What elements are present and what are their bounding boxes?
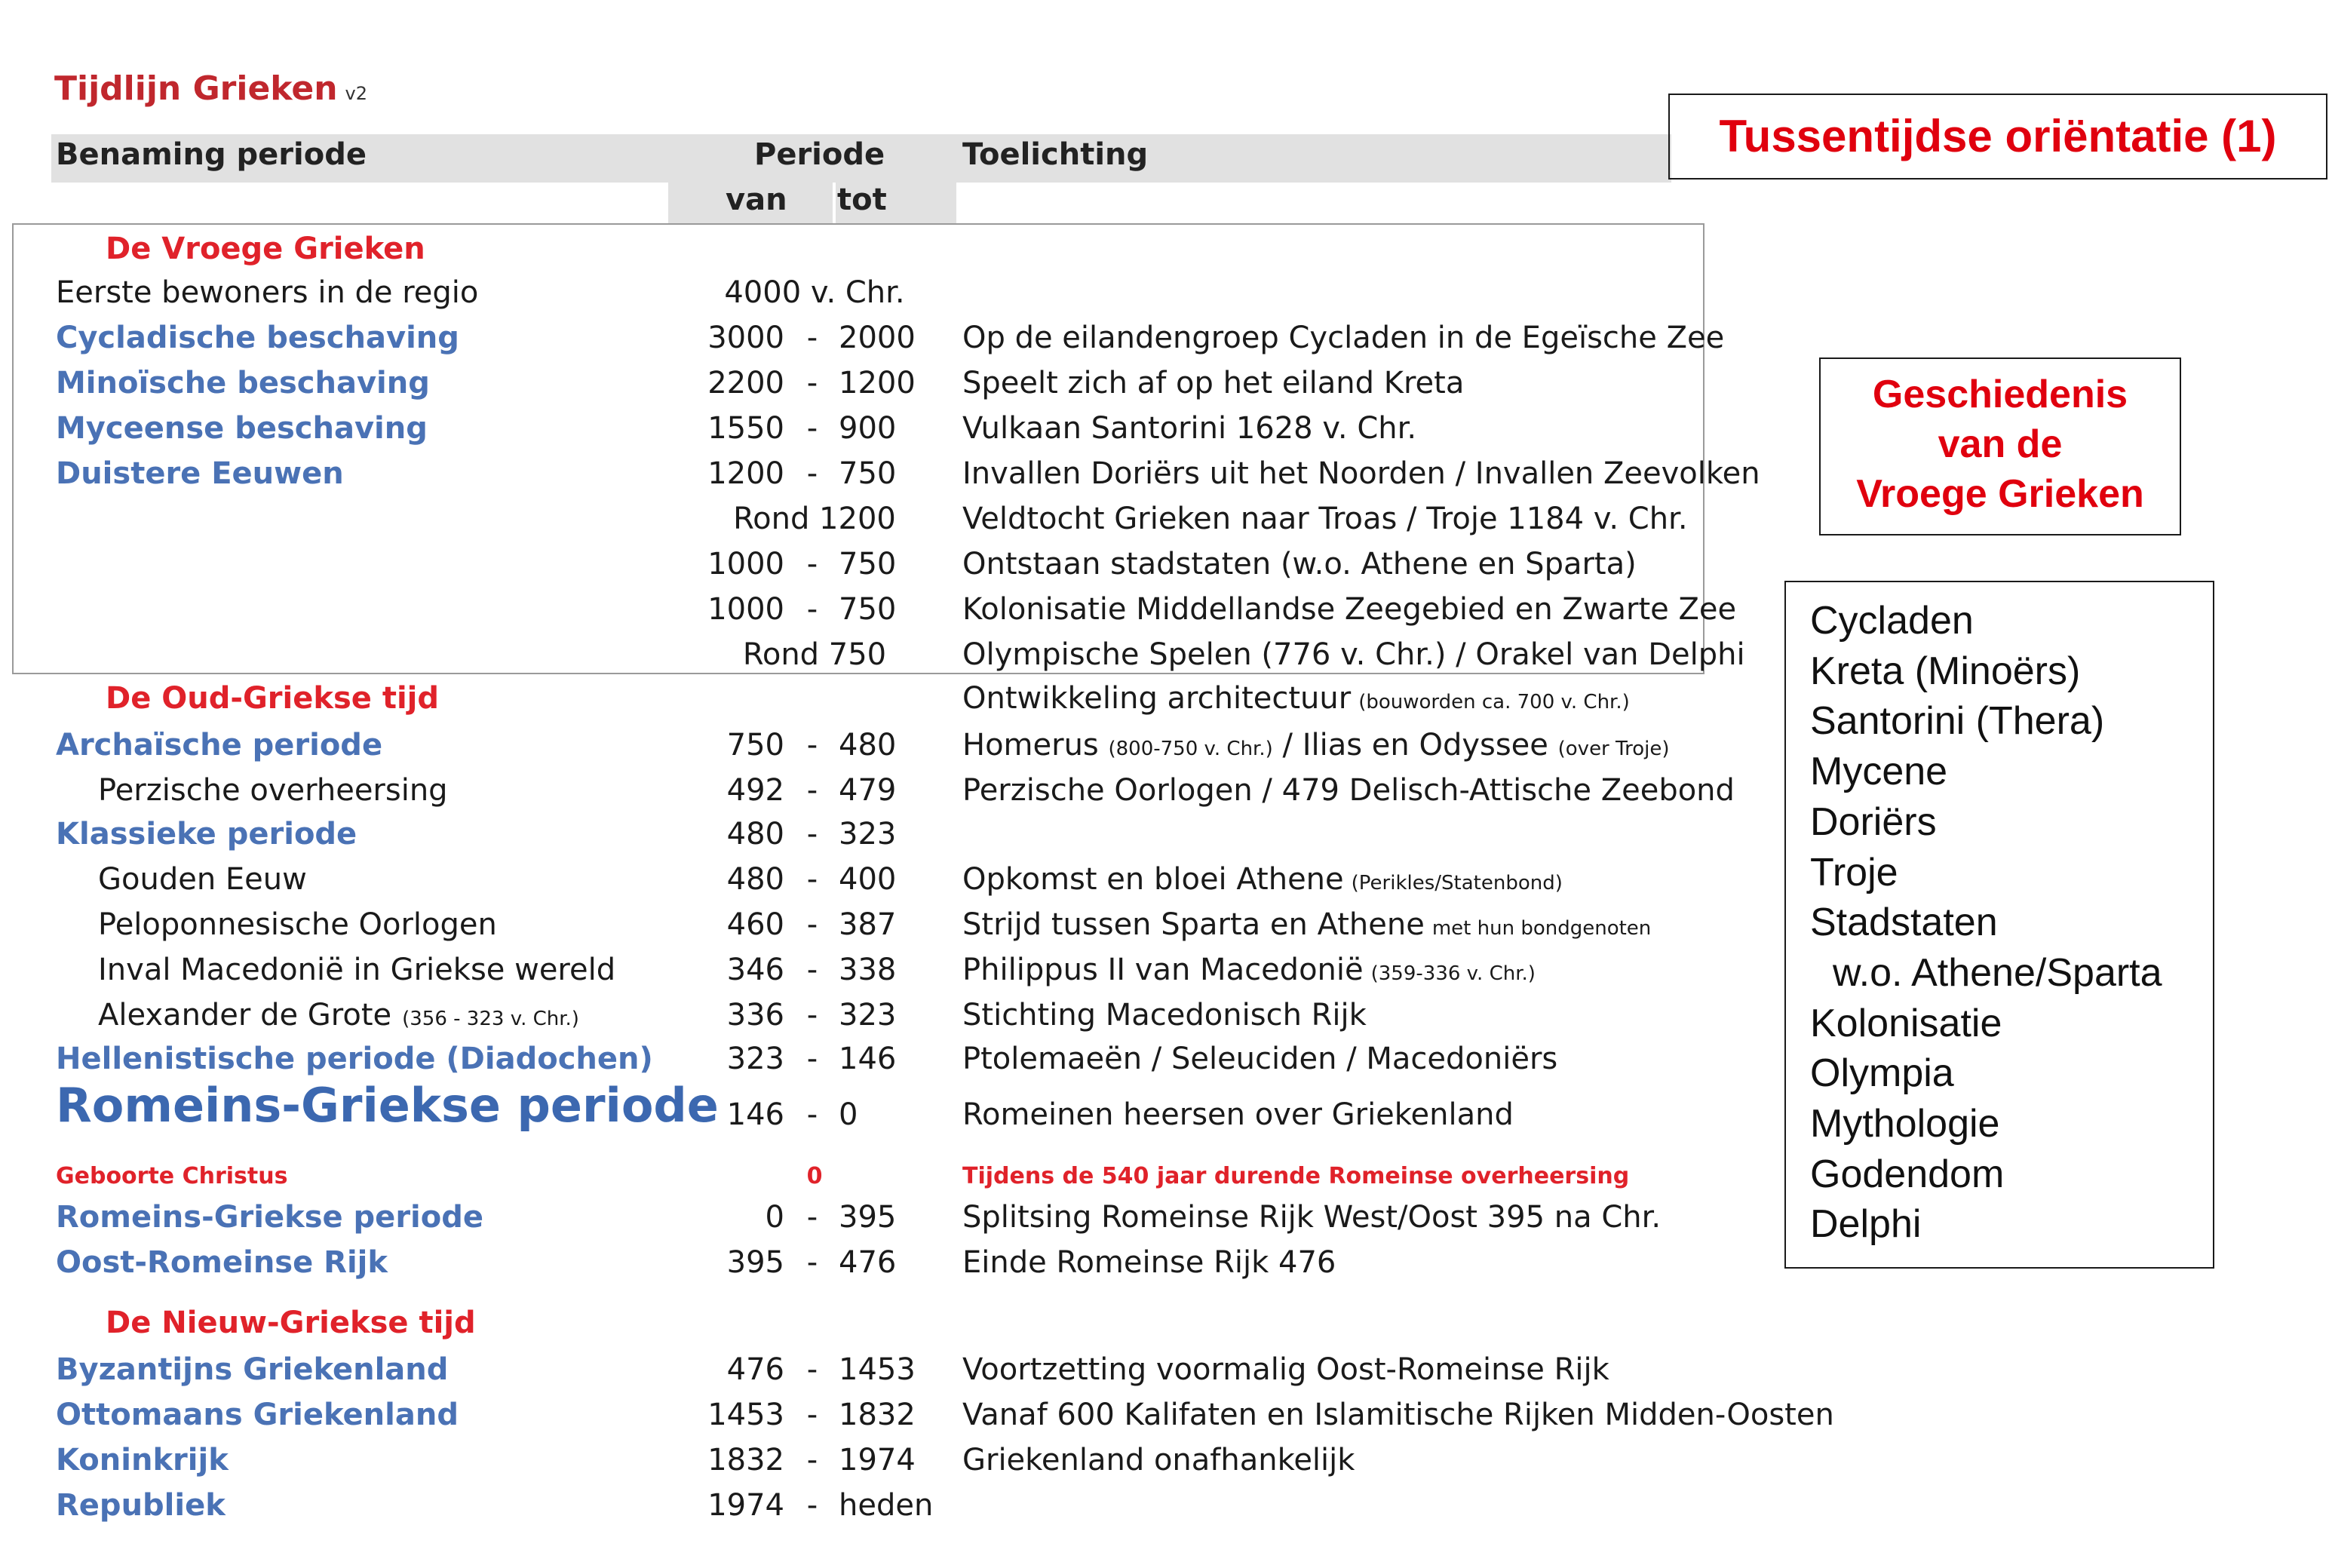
table-row (0, 993, 1870, 1038)
table-row (0, 723, 1870, 768)
section-heading (106, 226, 425, 272)
explanation-small-note: (359-336 v. Chr.) (1370, 962, 1536, 985)
period-explanation (962, 902, 1651, 951)
explanation-text: Ontstaan stadstaten (w.o. Athene en Sparta) (962, 547, 1637, 581)
year-from: 476 (726, 1352, 784, 1387)
year-from: 1974 (707, 1488, 784, 1523)
explanation-text: / Ilias en Odyssee (1272, 728, 1558, 763)
period-explanation (962, 1092, 1514, 1137)
keyword-item: Delphi (1810, 1202, 1922, 1247)
header-periode: Periode (754, 137, 885, 172)
header-tot: tot (837, 183, 887, 217)
table-row (0, 587, 1870, 632)
keyword-item: Cycladen (1810, 599, 1974, 643)
period-name-text: Oost-Romeinse Rijk (56, 1245, 388, 1280)
period-explanation (962, 542, 1637, 587)
year-from: 0 (765, 1200, 784, 1235)
explanation-text: Strijd tussen Sparta en Athene (962, 907, 1425, 942)
year-from: 480 (726, 862, 784, 897)
explanation-text: Veldtocht Grieken naar Troas / Troje 1184 v. Chr. (962, 502, 1688, 536)
period-name (56, 361, 430, 406)
year-separator: - (806, 547, 818, 581)
year-from: 1000 (707, 592, 784, 627)
year-to: 476 (839, 1245, 897, 1280)
year-from: 1550 (707, 411, 784, 446)
year-to: 1200 (839, 366, 916, 400)
year-from: 146 (726, 1097, 784, 1132)
version-label: v2 (345, 83, 368, 104)
header-van: van (726, 183, 787, 217)
period-name-text: De Oud-Griekse tijd (106, 681, 440, 716)
year-to: 323 (839, 817, 897, 852)
year-separator: - (806, 728, 818, 763)
year-to: 323 (839, 998, 897, 1033)
explanation-text: Einde Romeinse Rijk 476 (962, 1245, 1336, 1280)
period-explanation (962, 1240, 1336, 1285)
table-row (0, 1078, 1870, 1137)
table-row (0, 496, 1870, 542)
title-text: Tijdlijn Grieken (54, 69, 338, 108)
keyword-item: Kolonisatie (1810, 1001, 2002, 1045)
period-name (56, 723, 382, 768)
period-name-text: Perzische overheersing (98, 773, 448, 808)
year-to: 400 (839, 862, 897, 897)
year-to: 146 (839, 1042, 897, 1076)
table-row (0, 632, 1870, 677)
year-from: 395 (726, 1245, 784, 1280)
explanation-text: Stichting Macedonisch Rijk (962, 998, 1367, 1033)
period-explanation (962, 723, 1669, 772)
explanation-text: Ontwikkeling architectuur (962, 681, 1352, 716)
period-explanation (962, 993, 1367, 1038)
year-to: 0 (839, 1097, 858, 1132)
year-to: 750 (839, 592, 897, 627)
period-name-text: Gouden Eeuw (98, 862, 307, 897)
year-separator: - (806, 1097, 818, 1132)
year-separator: - (806, 1443, 818, 1477)
year-to: heden (839, 1488, 934, 1523)
period-explanation (962, 632, 1745, 677)
year-separator: - (806, 366, 818, 400)
period-name-text: Klassieke periode (56, 817, 357, 852)
section-heading (106, 676, 439, 721)
table-row (0, 947, 1870, 993)
period-name (56, 1483, 226, 1528)
period-explanation (962, 1195, 1661, 1240)
period-explanation (962, 1392, 1834, 1438)
year-from: 1453 (707, 1398, 784, 1432)
period-explanation (962, 676, 1630, 725)
year-separator: - (806, 1200, 818, 1235)
period-name (56, 1347, 448, 1392)
table-row (0, 676, 1870, 721)
period-name (56, 1078, 719, 1133)
year-to: 338 (839, 953, 897, 987)
year-from: 460 (726, 907, 784, 942)
explanation-text: Invallen Doriërs uit het Noorden / Invallen Zeevolken (962, 456, 1760, 491)
year-from: 480 (726, 817, 784, 852)
year-from: 346 (726, 953, 784, 987)
table-row (0, 542, 1870, 587)
period-name (56, 1154, 287, 1199)
table-row (0, 1392, 1870, 1438)
header-name: Benaming periode (56, 137, 367, 172)
year-to: 900 (839, 411, 897, 446)
table-row (0, 1347, 1870, 1392)
period-name (56, 812, 357, 857)
table-row (0, 1483, 1870, 1528)
period-explanation (962, 857, 1563, 906)
year-separator: - (806, 411, 818, 446)
period-name-text: Republiek (56, 1488, 226, 1523)
year-separator: - (806, 321, 818, 355)
period-explanation (962, 587, 1736, 632)
year-separator: - (806, 998, 818, 1033)
year-from: 492 (726, 773, 784, 808)
period-explanation (962, 1347, 1609, 1392)
period-name-text: Archaïsche periode (56, 728, 383, 763)
keyword-item: Troje (1810, 850, 1898, 894)
explanation-small-note: (800-750 v. Chr.) (1108, 738, 1273, 760)
period-name-text: Myceense beschaving (56, 411, 428, 446)
year-from: 336 (726, 998, 784, 1033)
year-span: Rond 1200 (733, 502, 896, 536)
table-row (0, 361, 1870, 406)
period-name (56, 315, 459, 361)
period-name-text: De Vroege Grieken (106, 232, 425, 266)
period-explanation (962, 315, 1724, 361)
year-separator: - (806, 1398, 818, 1432)
period-name (98, 947, 615, 993)
keyword-item: Godendom (1810, 1152, 2005, 1196)
year-separator: - (806, 773, 818, 808)
explanation-small-note: (over Troje) (1557, 738, 1670, 760)
explanation-text: Voortzetting voormalig Oost-Romeinse Rijk (962, 1352, 1609, 1387)
period-name (98, 993, 579, 1042)
period-explanation (962, 1036, 1557, 1082)
keyword-item: Stadstaten (1810, 901, 1998, 945)
year-separator: - (806, 817, 818, 852)
keyword-item: w.o. Athene/Sparta (1833, 950, 2162, 995)
period-explanation (962, 947, 1536, 996)
table-row (0, 1300, 1870, 1346)
period-name-text: Hellenistische periode (Diadochen) (56, 1042, 653, 1076)
year-to: 2000 (839, 321, 916, 355)
period-name (56, 406, 428, 451)
period-name-text: Minoïsche beschaving (56, 366, 430, 400)
period-name (98, 857, 307, 902)
explanation-text: Kolonisatie Middellandse Zeegebied en Zwarte Zee (962, 592, 1737, 627)
explanation-text: Romeinen heersen over Griekenland (962, 1097, 1514, 1132)
section-heading (106, 1300, 476, 1346)
keyword-item: Doriërs (1810, 799, 1937, 844)
period-name-text: Romeins-Griekse periode (56, 1078, 719, 1133)
year-separator: - (806, 1352, 818, 1387)
year-span: Rond 750 (742, 637, 887, 672)
table-row (0, 1240, 1870, 1285)
keyword-item: Mycene (1810, 750, 1948, 794)
period-explanation (962, 496, 1688, 542)
geschiedenis-line-3: Vroege Grieken (1856, 472, 2144, 516)
keyword-item: Olympia (1810, 1051, 1954, 1096)
table-row (0, 270, 1870, 315)
year-to: 479 (839, 773, 897, 808)
period-name-text: Eerste bewoners in de regio (56, 275, 479, 310)
year-to: 480 (839, 728, 897, 763)
year-to: 750 (839, 456, 897, 491)
explanation-text: Vanaf 600 Kalifaten en Islamitische Rijken Midden-Oosten (962, 1398, 1834, 1432)
period-explanation (962, 1438, 1355, 1483)
period-name-text: Cycladische beschaving (56, 321, 459, 355)
period-name-text: Alexander de Grote (98, 998, 392, 1033)
year-to: 395 (839, 1200, 897, 1235)
explanation-text: Ptolemaeën / Seleuciden / Macedoniërs (962, 1042, 1558, 1076)
table-row (0, 315, 1870, 361)
period-name-text: Duistere Eeuwen (56, 456, 344, 491)
period-name-note: (356 - 323 v. Chr.) (402, 1008, 579, 1030)
period-name (56, 270, 478, 315)
year-span: 4000 v. Chr. (724, 275, 905, 310)
year-from: 1832 (707, 1443, 784, 1477)
year-separator: - (806, 456, 818, 491)
period-name (56, 1438, 229, 1483)
orientatie-box: Tussentijdse oriëntatie (1) (1668, 94, 2327, 180)
year-from: 3000 (707, 321, 784, 355)
table-row (0, 226, 1870, 272)
table-row (0, 406, 1870, 451)
period-name-text: Ottomaans Griekenland (56, 1398, 459, 1432)
explanation-small-note: (Perikles/Statenbond) (1351, 872, 1563, 894)
table-row (0, 812, 1870, 857)
table-row (0, 1195, 1870, 1240)
period-name-text: Koninkrijk (56, 1443, 229, 1477)
period-name (56, 1392, 459, 1438)
period-name-text: Inval Macedonië in Griekse wereld (98, 953, 616, 987)
table-row (0, 768, 1870, 813)
year-to: 750 (839, 547, 897, 581)
geschiedenis-line-2: van de (1938, 422, 2063, 466)
table-row (0, 1154, 1870, 1199)
year-to: 387 (839, 907, 897, 942)
keyword-item: Kreta (Minoërs) (1810, 649, 2081, 693)
period-name (56, 1036, 653, 1082)
period-name (56, 451, 344, 496)
period-name (98, 768, 448, 813)
period-explanation (962, 361, 1464, 406)
year-from: 2200 (707, 366, 784, 400)
year-separator: - (806, 953, 818, 987)
explanation-text: Olympische Spelen (776 v. Chr.) / Orakel van Delphi (962, 637, 1745, 672)
explanation-text: Homerus (962, 728, 1109, 763)
year-from: 1200 (707, 456, 784, 491)
geschiedenis-box (1819, 357, 2181, 535)
header-toelichting: Toelichting (962, 137, 1149, 172)
year-from: 1000 (707, 547, 784, 581)
period-name (56, 1240, 388, 1285)
year-to: 1453 (839, 1352, 916, 1387)
keyword-item: Santorini (Thera) (1810, 699, 2105, 744)
year-from: 323 (726, 1042, 784, 1076)
year-separator: - (806, 592, 818, 627)
explanation-text: Speelt zich af op het eiland Kreta (962, 366, 1465, 400)
explanation-text: Vulkaan Santorini 1628 v. Chr. (962, 411, 1417, 446)
period-name-text: Geboorte Christus (56, 1163, 288, 1189)
explanation-small-note: (bouworden ca. 700 v. Chr.) (1358, 691, 1630, 713)
geschiedenis-line-1: Geschiedenis (1872, 373, 2128, 416)
period-explanation (962, 768, 1735, 813)
explanation-text: Perzische Oorlogen / 479 Delisch-Attische Zeebond (962, 773, 1735, 808)
explanation-small-note: met hun bondgenoten (1431, 917, 1652, 940)
year-from: 750 (726, 728, 784, 763)
period-name (56, 1195, 483, 1240)
year-separator: - (806, 1042, 818, 1076)
table-row (0, 451, 1870, 496)
year-separator: - (806, 1488, 818, 1523)
period-explanation (962, 406, 1416, 451)
table-row (0, 902, 1870, 947)
period-explanation (962, 451, 1760, 496)
period-name (98, 902, 497, 947)
year-separator: - (806, 1245, 818, 1280)
explanation-text: Opkomst en bloei Athene (962, 862, 1344, 897)
period-name-text: Peloponnesische Oorlogen (98, 907, 497, 942)
year-to: 1974 (839, 1443, 916, 1477)
table-row (0, 1036, 1870, 1082)
explanation-text: Op de eilandengroep Cycladen in de Egeïsche Zee (962, 321, 1725, 355)
period-explanation (962, 1154, 1629, 1199)
year-to: 1832 (839, 1398, 916, 1432)
period-name-text: De Nieuw-Griekse tijd (106, 1306, 476, 1340)
year-separator: - (806, 907, 818, 942)
table-row (0, 1438, 1870, 1483)
keywords-box (1784, 581, 2214, 1269)
document-title (54, 69, 367, 108)
year-separator: - (806, 862, 818, 897)
explanation-text: Philippus II van Macedonië (962, 953, 1364, 987)
explanation-text: Tijdens de 540 jaar durende Romeinse overheersing (962, 1163, 1630, 1189)
keyword-item: Mythologie (1810, 1102, 2000, 1146)
explanation-text: Griekenland onafhankelijk (962, 1443, 1355, 1477)
table-row (0, 857, 1870, 902)
explanation-text: Splitsing Romeinse Rijk West/Oost 395 na Chr. (962, 1200, 1662, 1235)
period-name-text: Byzantijns Griekenland (56, 1352, 449, 1387)
period-name-text: Romeins-Griekse periode (56, 1200, 483, 1235)
year-span: 0 (806, 1163, 823, 1189)
